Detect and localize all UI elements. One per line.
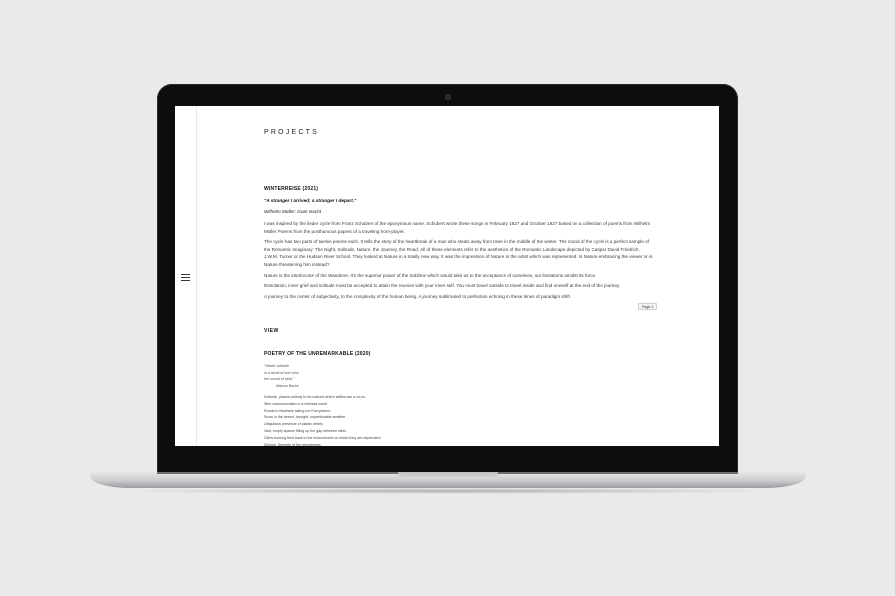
list-item: Solitude, places unlikely to be noticed where selfies are a no-no [264,395,366,399]
laptop-notch [398,472,498,479]
paragraph: Nature is the interlocutor of the Wanderer. It's the superior power of the Sublime which would take us to the acceptance of ourselves, our limitations amidst its force. [264,272,597,278]
poem-line: in a world of one color [264,370,300,375]
list-item: Silence. Serenity of the remoteness [264,442,321,446]
list-item: Snow in the desert, drought, unpredictable weather [264,415,346,420]
list-item: Roads to Nowhere taking me Everywhere [264,408,331,413]
list-item: Ubiquitous presence of plastic debris [264,422,323,427]
page-badge: Page 1 [638,303,657,310]
page-title: PROJECTS [264,129,319,136]
project-title: WINTERREISE (2021) [264,186,319,192]
list-item: Cities burning their back to the environment on which they are dependent [264,435,381,440]
paragraph: The cycle has two parts of twelve poems each. It tells the story of the heartbreak of a man who steals away from town in the middle of the winter. The mood of the cycle is a perfect sample of the Romantic Imaginary: The Night, Solitude, Nature, the Journey, the Road. All of these elements refer to the aesthetics of the Romantic Landscape depicted by Caspar David Friedrich, J.W.M. Turner or the Hudson River School. They looked at Nature in a totally new way. It was the impression of Nature in the artist which was represented. Is Nature embracing the viewer or is Nature threatening him instead? [264,239,653,267]
webcam-icon [445,94,451,100]
sidebar-divider [196,106,197,446]
paragraph: A journey to the center of subjectivity, to the complexity of the human being. A journey sublimated to perfection echoing in these times of paradigm shift. [264,293,572,299]
poem-epigraph [264,363,299,389]
laptop-shadow [110,488,786,494]
project-title: POETRY OF THE UNREMARKABLE (2020) [264,351,371,357]
view-link[interactable]: VIEW [264,328,279,334]
paragraph: Desolation, inner grief and solitude must be accepted to attain the reunion with your inner self. You must travel outside to travel inside and find oneself at the end of the journey. [264,283,621,289]
list-item: Wire communication in a wireless world [264,401,327,406]
browser-screen [175,106,719,446]
project-description [264,220,654,303]
project-quote: "A stranger I arrived; a stranger I depart." [264,198,357,203]
poem-line: "Winter solitude [264,364,290,368]
poem-line: the sound of wind." [264,377,295,382]
poem-author: Matsuo Basho [276,383,299,388]
quote-author: Wilhelm Müller: Gute Nacht [264,209,322,214]
list-item: Vast, empty spaces filling up the gap between cities [264,428,347,433]
hamburger-menu-icon[interactable] [181,274,190,281]
project-lines [264,394,380,446]
paragraph: I was inspired by the lieder cycle from Franz Schubert of the eponymous name. Schubert wrote these songs in February 1827 and October 1827 based on a collection of poems from Wilhelm Müller Poems from the posthumous papers of a traveling horn-player. [264,221,651,234]
